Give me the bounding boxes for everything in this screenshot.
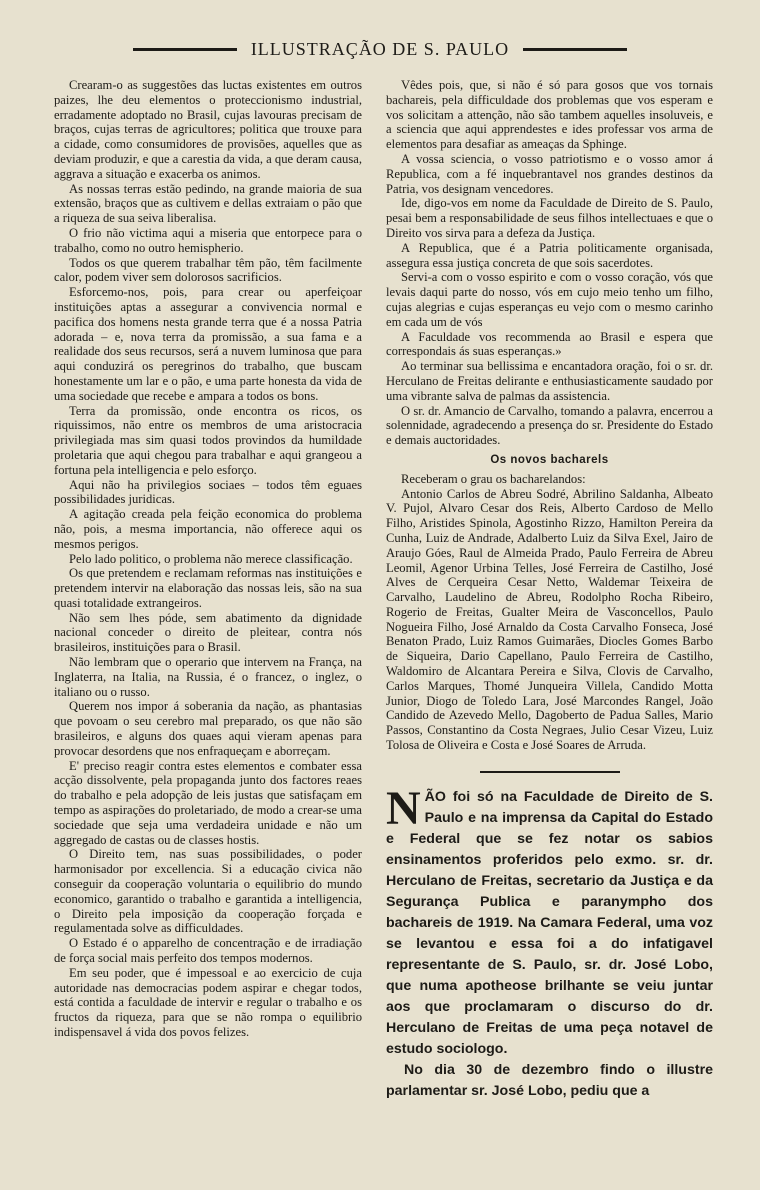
paragraph: Terra da promissão, onde encontra os ricos, os riquissimos, não entre os membros de uma aristocracia privilegiada mas sim quasi todos provindos da humildade proletaria que aqui chegou para trabalhar e aqui grangeou a fortuna pela intelligencia e pelo esforço.	[54, 403, 362, 477]
paragraph: Não lembram que o operario que intervem na França, na Inglaterra, na Italia, na Russia, é o francez, o inglez, o italiano ou o russo.	[54, 655, 362, 699]
paragraph: Em seu poder, que é impessoal e ao exercicio de cuja autoridade nas democracias podem aspirar e chegar todos, está contida a faculdade de intervir e regular o trabalho e os fructos da riqueza, para que se não rompa o equilibrio indispensavel á vida dos povos felizes.	[54, 965, 362, 1039]
paragraph: Todos os que querem trabalhar têm pão, têm facilmente calor, podem viver sem dolorosos sacrificios.	[54, 255, 362, 285]
paragraph: Servi-a com o vosso espirito e com o vosso coração, vós que levais daqui parte do nosso, vós em cujo meio tenho um filho, cujas alegrias e cujas esperanças eu vejo com o mesmo carinho em cada um de vós	[386, 270, 713, 329]
paragraph: Aqui não ha privilegios sociaes – todos têm eguaes possibilidades juridicas.	[54, 477, 362, 507]
paragraph: Esforcemo-nos, pois, para crear ou aperfeiçoar instituições aptas a assegurar a convivencia normal e pacifica dos homens nesta grande terra que é a nossa Patria adorada – e, nova terra da promissão, a sua fama e a realidade dos seus recursos, será a nuvem luminosa que para aqui conduzirá os peregrinos do trabalho, que buscam honestamente um lar e o pão, e uma parte honesta da vida de uma sociedade que recebe e ampara a todos os bons.	[54, 285, 362, 403]
paragraph: O Estado é o apparelho de concentração e de irradiação de força social mais perfeito dos tempos modernos.	[54, 936, 362, 966]
bold-article	[386, 781, 713, 1102]
section-heading: Os novos bacharels	[490, 453, 609, 466]
paragraph: A agitação creada pela feição economica do problema não, pois, a mesma importancia, não offerece aqui os mesmos perigos.	[54, 507, 362, 551]
left-column	[54, 78, 362, 1040]
paragraph: Ide, digo-vos em nome da Faculdade de Direito de S. Paulo, pesai bem a responsabilidade de seus filhos intellectuaes e que o Direito vos sirva para a defeza da Justiça.	[386, 196, 713, 240]
paragraph: O sr. dr. Amancio de Carvalho, tomando a palavra, encerrou a solennidade, agradecendo a presença do sr. Presidente do Estado e demais auctoridades.	[386, 403, 713, 448]
paragraph: Crearam-o as suggestões das luctas existentes em outros paizes, lhe deu elementos o proteccionismo industrial, erradamente adoptado no Brasil, cujas lavouras precisam de braços, cujas terras de agricultores; politica que trouxe para a cidade, como consumidores de provisões, aquelles que as deviam produzir, e que a carestia da vida, a que deram causa, aggrava a situação e exacerba os animos.	[54, 78, 362, 181]
paragraph: A Faculdade vos recommenda ao Brasil e espera que correspondais ás suas esperanças.»	[386, 329, 713, 359]
bold-paragraph-text: ÃO foi só na Faculdade de Direito de S. Paulo e na imprensa da Capital do Estado e Federal que se fez notar os sabios ensinamentos proferidos pelo exmo. sr. dr. Herculano de Freitas, secretario da Justiça e da Segurança Publica e paranympho dos bachareis de 1919. Na Camara Federal, uma voz se levantou e essa foi a do infatigavel representante de S. Paulo, sr. dr. José Lobo, que numa apotheose brilhante se veiu juntar aos que proclamaram o discurso do dr. Herculano de Freitas de uma peça notavel de estudo sociologo.	[386, 788, 713, 1057]
graduates-list: Antonio Carlos de Abreu Sodré, Abrilino Saldanha, Albeato V. Pujol, Alvaro Cesar dos Reis, Alberto Cardoso de Mello Filho, Aristides Spinola, Agostinho Rizzo, Hamilton Pereira da Cunha, Luiz de Andrade, Adalberto Luiz da Silva Exel, Jairo de Araujo Góes, Raul de Almeida Prado, Paulo Ferreira de Abreu Leomil, Agenor Urbina Telles, José Ferreira de Castilho, José Alves de Cerqueira Cesar Netto, Waldemar Teixeira de Carvalho, Laudelino de Abreu, Rodolpho Rocha Ribeiro, Rogerio de Freitas, Gualter Meira de Vasconcellos, Paulo Nogueira Filho, José Arnaldo da Costa Carvalho Fonseca, José Benaton Prado, Luiz Ramos Guimarães, Diocles Gomes Barbo de Siqueira, Dario Capellano, Paulo Ferreira de Castilho, Waldomiro de Alcantara Pereira e Silva, Clovis de Carvalho, Carlos Marques, Thomé Junqueira Villela, Candido Motta Junior, Diogo de Toledo Lara, José Marcondes Rangel, João Candido de Azevedo Mello, Dagoberto de Padua Salles, Mario Passos, Constantino da Costa Negraes, Julio Cesar Vizeu, Luiz Tolosa de Oliveira e Costa e José Soares de Arruda.	[386, 486, 713, 753]
section-divider	[480, 771, 620, 773]
paragraph: As nossas terras estão pedindo, na grande maioria de sua extensão, braços que as cultivem e dellas extraiam o pão que a riqueza de sua seiva liberalisa.	[54, 181, 362, 226]
right-column	[386, 78, 713, 1102]
paragraph: Não sem lhes póde, sem abatimento da dignidade nacional conceder o direito de pleitear, contra nós brasileiros, instituições para o Brasil.	[54, 610, 362, 655]
paragraph: Querem nos impor á soberania da nação, as phantasias que povoam o seu cerebro mal preparado, os que não são brasileiros, e alguns dos quaes aqui vieram apenas para provocar desordens que nos enfraqueçam e aborreçam.	[54, 699, 362, 758]
header-rule-left	[133, 48, 237, 51]
paragraph: E' preciso reagir contra estes elementos e combater essa acção dissolvente, pela propaganda junto dos factores reaes do trabalho e pela adopção de leis justas que satisfaçam em tempo as aspirações do proletariado, de modo a crear-se uma sociedade que seja uma verdadeira unidade e não um aggregado de castas ou de classes hostis.	[54, 758, 362, 847]
header-rule-right	[523, 48, 627, 51]
paragraph: Ao terminar sua bellissima e encantadora oração, foi o sr. dr. Herculano de Freitas delirante e enthusiasticamente saudado por uma vibrante salva de palmas da assistencia.	[386, 359, 713, 403]
paragraph: A Republica, que é a Patria politicamente organisada, assegura essa justiça concreta de que sois sacerdotes.	[386, 240, 713, 270]
paragraph: Os que pretendem e reclamam reformas nas instituições e pretendem intervir na elaboração das nossas leis, são na sua quasi totalidade extrangeiros.	[54, 566, 362, 610]
section-intro: Receberam o grau os bacharelandos:	[401, 471, 586, 486]
paragraph: A vossa sciencia, o vosso patriotismo e o vosso amor á Republica, com a fé inquebrantavel nos grandes destinos da Patria, vos designam vencedores.	[386, 151, 713, 196]
bold-paragraph	[386, 781, 713, 1060]
paragraph: O frio não victima aqui a miseria que entorpece para o trabalho, como no outro hemispherio.	[54, 225, 362, 255]
paragraph: Pelo lado politico, o problema não merece classificação.	[69, 551, 353, 566]
drop-cap: N	[386, 781, 421, 835]
page-header	[0, 36, 760, 62]
paragraph: Vêdes pois, que, si não é só para gosos que vos tornais bachareis, pela difficuldade dos problemas que vos esperam e vos solicitam a attenção, não são tambem aquelles insoluveis, e a sciencia que aqui apprendestes e ides professar vos arma de elementos para desafiar as ameaças da Sphinge.	[386, 78, 713, 152]
bold-paragraph: No dia 30 de dezembro findo o illustre parlamentar sr. José Lobo, pediu que a	[386, 1061, 713, 1099]
paragraph: O Direito tem, nas suas possibilidades, o poder harmonisador por excellencia. Si a educação civica não conseguir da cooperação voluntaria o equilibrio do mundo economico, garantido o trabalho e garantida a intelligencia, o Direito pela imposição da cooperação forçada e regulamentada solve as difficuldades.	[54, 847, 362, 936]
page-title: ILLUSTRAÇÃO DE S. PAULO	[250, 38, 510, 59]
